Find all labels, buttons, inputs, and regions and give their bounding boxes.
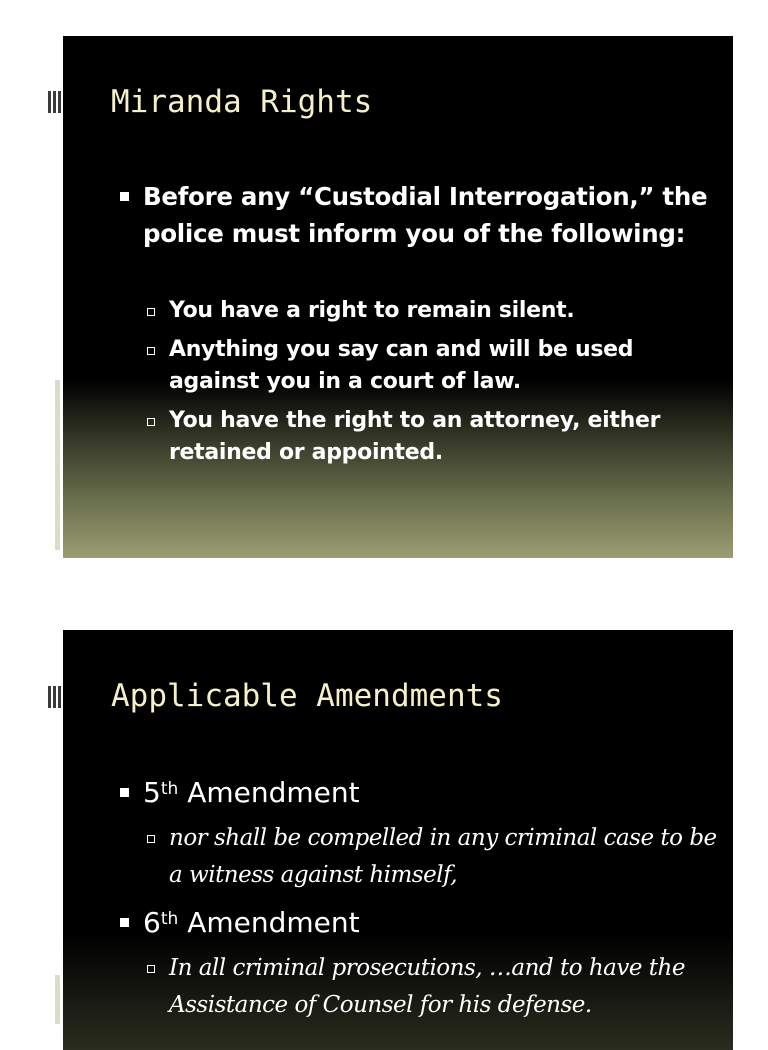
sub-bullet-marker	[147, 965, 155, 973]
amendment-label: Amendment	[187, 776, 360, 809]
bullet-marker	[120, 788, 129, 797]
page-edge-mark	[53, 91, 56, 113]
page-edge-mark	[53, 686, 56, 708]
bullet-marker	[120, 918, 129, 927]
page-edge-strip	[55, 975, 60, 1024]
page-edge-mark	[58, 686, 61, 708]
amendment-suffix: th	[160, 909, 179, 929]
page-edge-mark	[48, 91, 51, 113]
sub-bullet-silent: You have a right to remain silent.	[169, 298, 575, 323]
amendment-5-quote: nor shall be compelled in any criminal case to be a witness against himself,	[169, 825, 717, 888]
page-edge-mark	[58, 91, 61, 113]
amendment-6-heading	[143, 904, 713, 941]
sub-bullet-marker	[147, 347, 155, 355]
page-edge-strip	[55, 380, 60, 550]
bullet-marker	[120, 192, 129, 201]
amendment-suffix: th	[160, 779, 179, 799]
sub-bullet-used-against: Anything you say can and will be used against you in a court of law.	[169, 337, 634, 394]
slide-title: Miranda Rights	[111, 84, 373, 120]
amendment-label: Amendment	[187, 906, 360, 939]
slide-applicable-amendments	[63, 630, 733, 1050]
sub-bullet-marker	[147, 308, 155, 316]
sub-bullet-attorney: You have the right to an attorney, either retained or appointed.	[169, 408, 661, 465]
amendment-6-quote: In all criminal prosecutions, …and to have the Assistance of Counsel for his defense.	[169, 955, 685, 1018]
sub-bullet-marker	[147, 418, 155, 426]
sub-bullet-marker	[147, 835, 155, 843]
amendment-5-heading	[143, 774, 713, 811]
slide-miranda-rights	[63, 36, 733, 558]
slide-title: Applicable Amendments	[111, 678, 503, 714]
main-bullet-text: Before any “Custodial Interrogation,” the police must inform you of the following:	[143, 182, 708, 248]
page-edge-mark	[48, 686, 51, 708]
amendment-number: 5	[143, 776, 161, 809]
amendment-number: 6	[143, 906, 161, 939]
